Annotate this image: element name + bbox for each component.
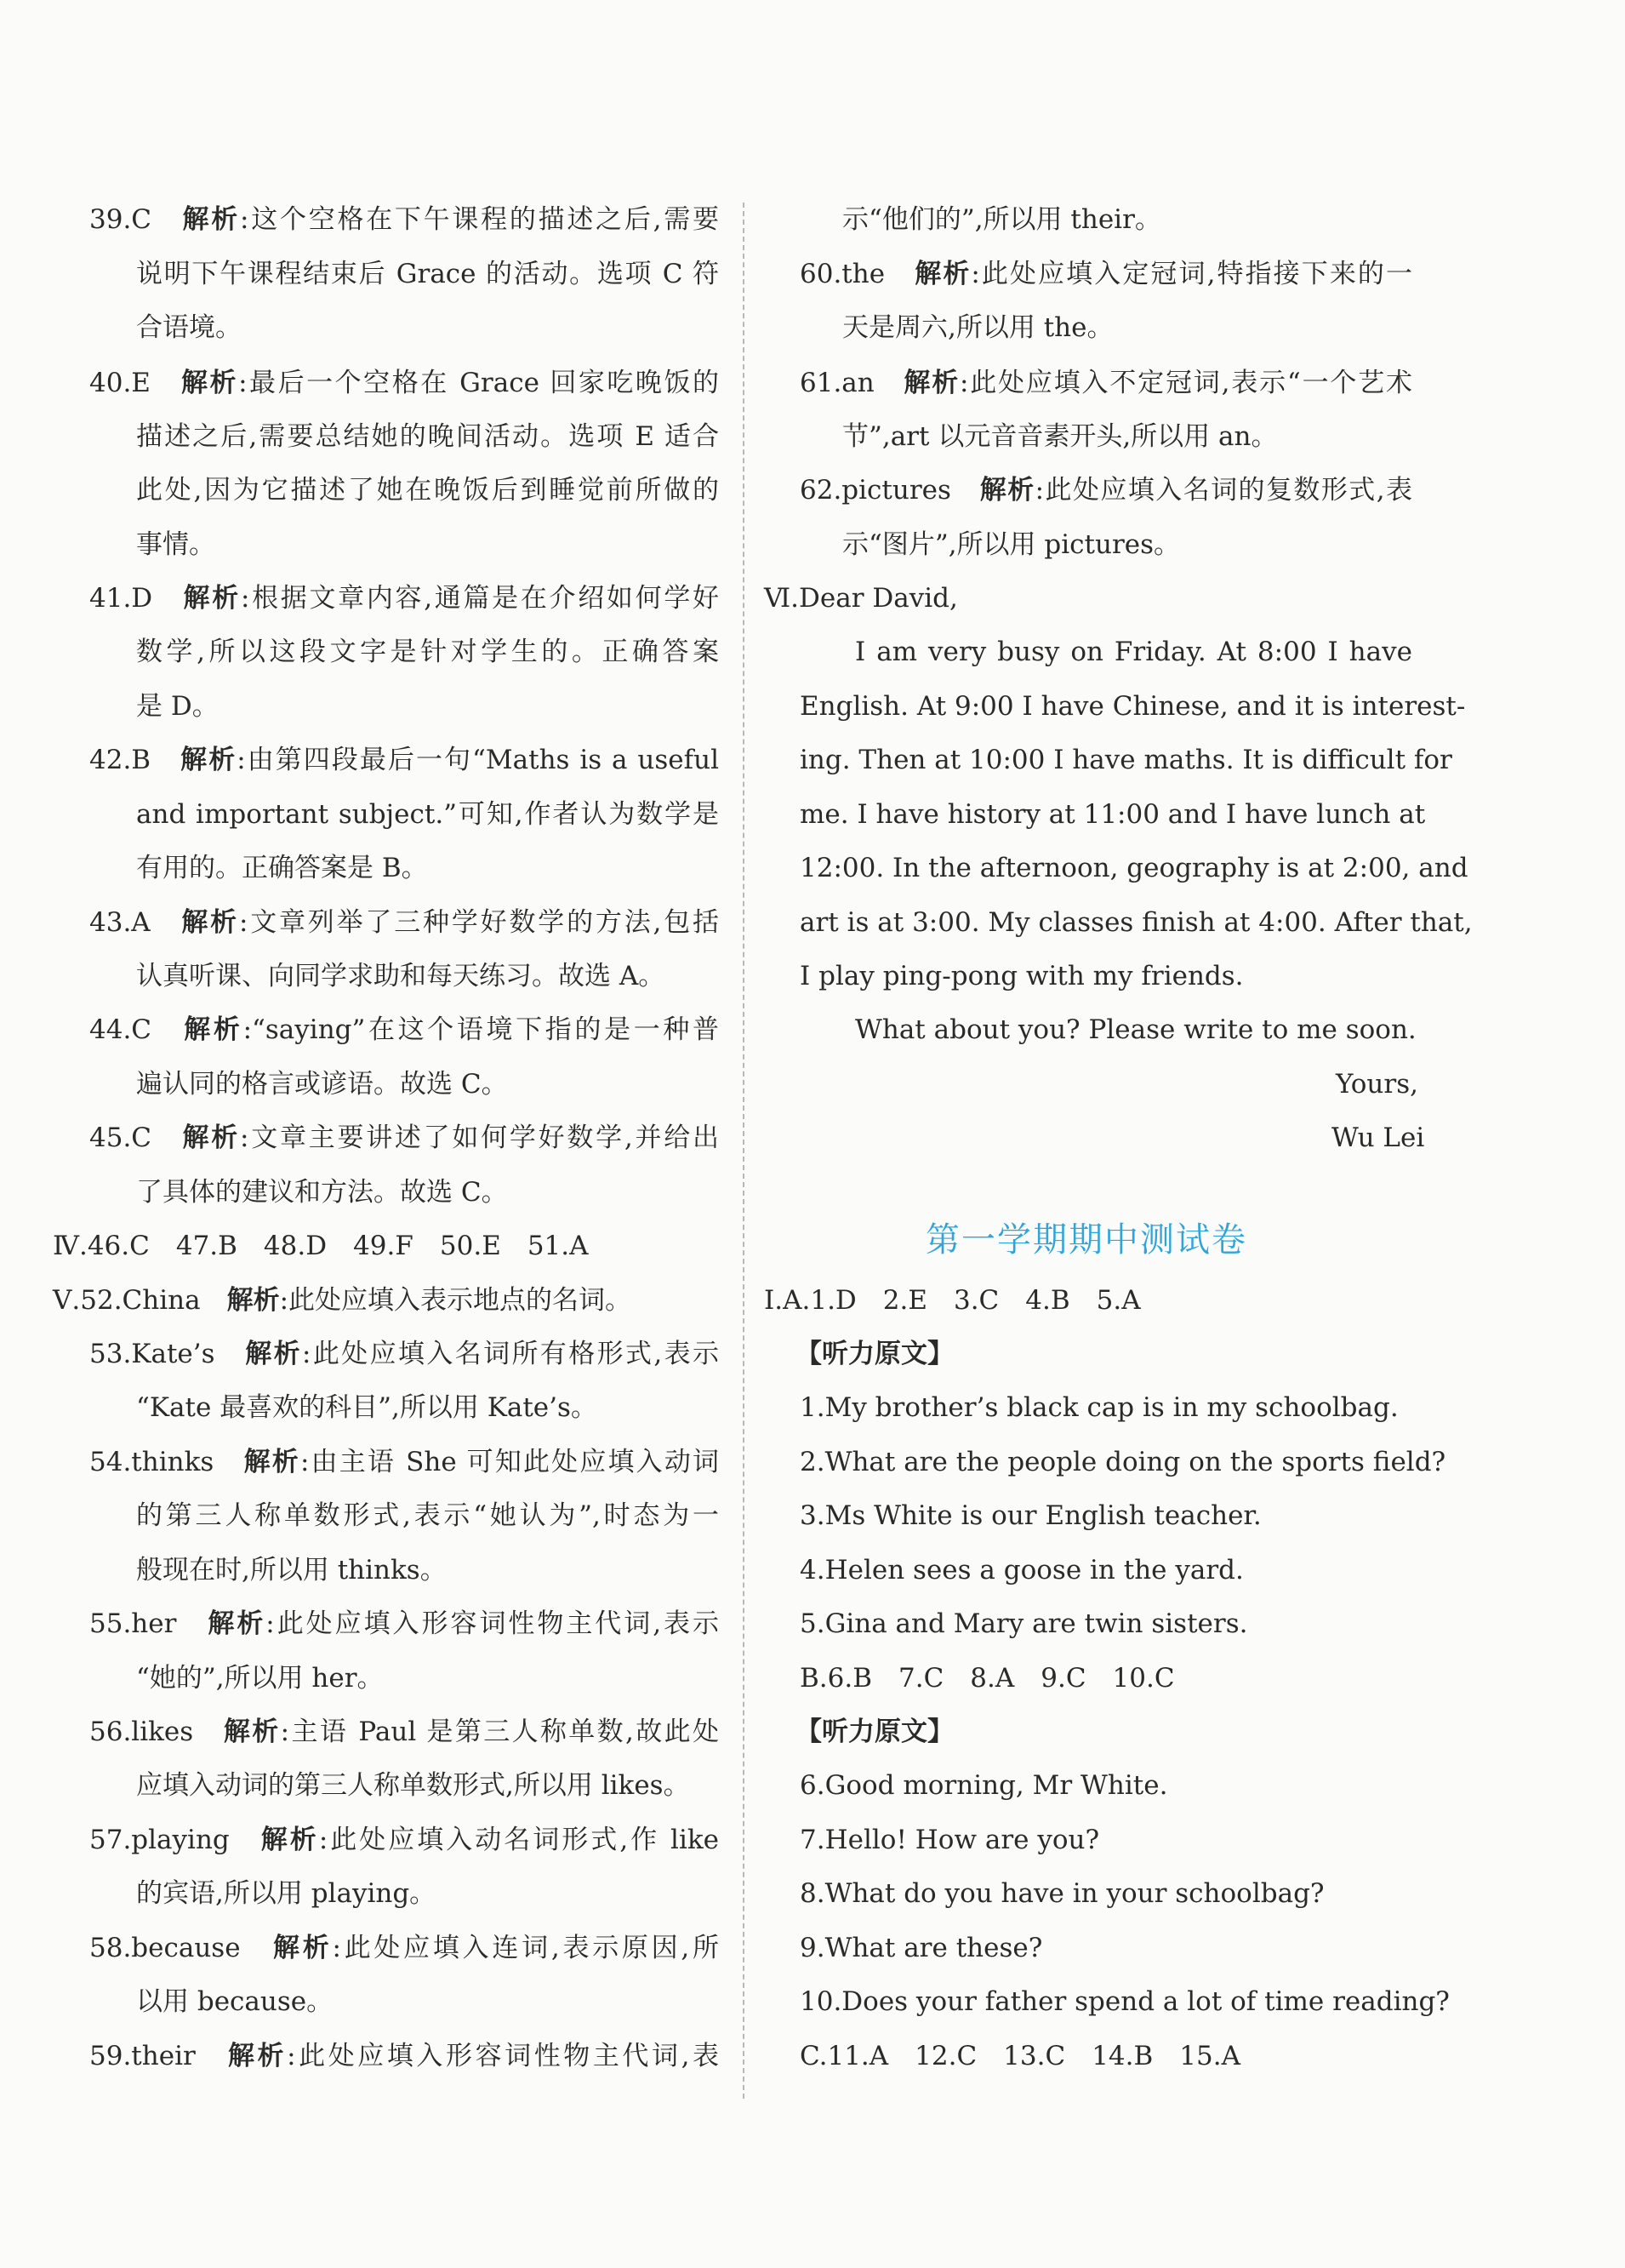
right-text-line <box>795 1715 954 1749</box>
left-text-line: 43.A 解析:文章列举了三种学好数学的方法,包括 <box>89 907 720 938</box>
right-text-line: Ⅰ.A.1.D 2.E 3.C 4.B 5.A <box>764 1285 1141 1316</box>
left-text-line: 44.C 解析:“saying”在这个语境下指的是一种普 <box>89 1014 719 1045</box>
right-text-line: ing. Then at 10:00 I have maths. It is difficult for <box>800 745 1452 775</box>
left-text-line: 以用 because。 <box>136 1986 334 2017</box>
left-text-line: 是 D。 <box>136 691 219 722</box>
right-text-line: 2.What are the people doing on the sports field? <box>800 1447 1446 1477</box>
right-text-line: 节”,art 以元音音素开头,所以用 an。 <box>842 421 1278 452</box>
analysis-label: 解析 <box>180 745 237 775</box>
left-text-line: Ⅴ.52.China 解析:此处应填入表示地点的名词。 <box>53 1285 632 1316</box>
left-text-line: 41.D 解析:根据文章内容,通篇是在介绍如何学好 <box>89 583 720 614</box>
right-text-line: I play ping-pong with my friends. <box>800 961 1244 991</box>
left-text-line: 应填入动词的第三人称单数形式,所以用 likes。 <box>136 1770 690 1801</box>
right-text-line: 天是周六,所以用 the。 <box>842 312 1114 343</box>
analysis-label: 解析 <box>182 204 241 235</box>
analysis-label: 解析 <box>915 259 972 289</box>
right-text-line: C.11.A 12.C 13.C 14.B 15.A <box>800 2041 1240 2071</box>
right-text-line: me. I have history at 11:00 and I have lunch at <box>800 799 1426 830</box>
right-text-line: 6.Good morning, Mr White. <box>800 1770 1168 1801</box>
left-text-line: and important subject.”可知,作者认为数学是 <box>136 799 719 830</box>
right-text-line: I am very busy on Friday. At 8:00 I have <box>855 637 1412 667</box>
analysis-label: 解析 <box>245 1339 303 1369</box>
analysis-label: 解析 <box>182 1123 241 1153</box>
right-text-line: 61.an 解析:此处应填入不定冠词,表示“一个艺术 <box>800 368 1413 398</box>
right-text-line: 60.the 解析:此处应填入定冠词,特指接下来的一 <box>800 259 1413 289</box>
right-text-line: 示“图片”,所以用 pictures。 <box>842 529 1181 560</box>
right-text-line: art is at 3:00. My classes finish at 4:00. After that, <box>800 907 1473 938</box>
left-column <box>0 0 740 2268</box>
analysis-label: 解析 <box>181 907 239 938</box>
left-text-line: 54.thinks 解析:由主语 She 可知此处应填入动词 <box>89 1447 720 1477</box>
right-text-line: 示“他们的”,所以用 their。 <box>842 204 1161 235</box>
right-text-line: What about you? Please write to me soon. <box>855 1014 1417 1045</box>
left-text-line: 数学,所以这段文字是针对学生的。正确答案 <box>136 637 719 667</box>
right-text-line <box>795 1337 954 1371</box>
left-text-line: 53.Kate’s 解析:此处应填入名词所有格形式,表示 <box>89 1339 720 1369</box>
analysis-label: 解析 <box>979 475 1035 506</box>
right-text-line: 4.Helen sees a goose in the yard. <box>800 1555 1244 1585</box>
left-text-line: 的宾语,所以用 playing。 <box>136 1878 436 1909</box>
left-text-line: 39.C 解析:这个空格在下午课程的描述之后,需要 <box>89 204 719 235</box>
analysis-label: 解析 <box>227 2041 288 2071</box>
left-text-line: “她的”,所以用 her。 <box>136 1663 384 1694</box>
right-text-line: Wu Lei <box>1331 1123 1425 1153</box>
left-text-line: “Kate 最喜欢的科目”,所以用 Kate’s。 <box>136 1392 597 1423</box>
analysis-label: 解析 <box>904 368 961 398</box>
right-text-line: English. At 9:00 I have Chinese, and it is interest- <box>800 691 1466 722</box>
right-column <box>764 0 1621 2268</box>
section-title: 第一学期期中测试卷 <box>926 1220 1247 1260</box>
left-text-line: 此处,因为它描述了她在晚饭后到睡觉前所做的 <box>136 475 719 506</box>
left-text-line: 的第三人称单数形式,表示“她认为”,时态为一 <box>136 1500 719 1531</box>
left-text-line: 59.their 解析:此处应填入形容词性物主代词,表 <box>89 2041 720 2071</box>
analysis-label: 解析 <box>243 1447 300 1477</box>
left-text-line: 般现在时,所以用 thinks。 <box>136 1555 447 1585</box>
right-text-line: 5.Gina and Mary are twin sisters. <box>800 1608 1248 1639</box>
left-text-line: 事情。 <box>136 529 215 560</box>
right-text-line: 8.What do you have in your schoolbag? <box>800 1878 1325 1909</box>
right-text-line: 10.Does your father spend a lot of time reading? <box>800 1986 1450 2017</box>
right-text-line: B.6.B 7.C 8.A 9.C 10.C <box>800 1663 1175 1694</box>
column-divider <box>743 203 744 2099</box>
analysis-label: 解析 <box>183 583 241 614</box>
left-text-line: 认真听课、向同学求助和每天练习。故选 A。 <box>136 961 665 991</box>
right-text-line: 12:00. In the afternoon, geography is at 2:00, and <box>800 853 1468 883</box>
left-text-line: 57.playing 解析:此处应填入动名词形式,作 like <box>89 1825 719 1855</box>
analysis-label: 解析 <box>223 1717 281 1747</box>
left-text-line: 58.because 解析:此处应填入连词,表示原因,所 <box>89 1933 719 1963</box>
right-text-line: Yours, <box>1336 1069 1418 1100</box>
analysis-label: 解析 <box>181 368 239 398</box>
left-text-line: 42.B 解析:由第四段最后一句“Maths is a useful <box>89 745 719 775</box>
right-text-line: Ⅵ.Dear David, <box>764 583 958 614</box>
right-text-line: 9.What are these? <box>800 1933 1043 1963</box>
left-text-line: Ⅳ.46.C 47.B 48.D 49.F 50.E 51.A <box>53 1231 589 1261</box>
analysis-label: 解析 <box>226 1285 280 1316</box>
analysis-label: 【听力原文】 <box>795 1339 954 1369</box>
left-text-line: 说明下午课程结束后 Grace 的活动。选项 C 符 <box>136 259 719 289</box>
left-text-line: 了具体的建议和方法。故选 C。 <box>136 1177 508 1208</box>
analysis-label: 【听力原文】 <box>795 1717 954 1747</box>
left-text-line: 45.C 解析:文章主要讲述了如何学好数学,并给出 <box>89 1123 719 1153</box>
analysis-label: 解析 <box>260 1825 319 1855</box>
analysis-label: 解析 <box>184 1014 243 1045</box>
right-text-line: 3.Ms White is our English teacher. <box>800 1500 1262 1531</box>
right-text-line: 7.Hello! How are you? <box>800 1825 1100 1855</box>
left-text-line: 40.E 解析:最后一个空格在 Grace 回家吃晚饭的 <box>89 368 719 398</box>
left-text-line: 有用的。正确答案是 B。 <box>136 853 428 883</box>
analysis-label: 解析 <box>273 1933 333 1963</box>
right-text-line: 1.My brother’s black cap is in my schoolbag. <box>800 1392 1399 1423</box>
left-text-line: 描述之后,需要总结她的晚间活动。选项 E 适合 <box>136 421 719 452</box>
analysis-label: 解析 <box>208 1608 266 1639</box>
left-text-line: 56.likes 解析:主语 Paul 是第三人称单数,故此处 <box>89 1717 720 1747</box>
right-text-line: 62.pictures 解析:此处应填入名词的复数形式,表 <box>800 475 1412 506</box>
left-text-line: 合语境。 <box>136 312 242 343</box>
left-text-line: 55.her 解析:此处应填入形容词性物主代词,表示 <box>89 1608 720 1639</box>
left-text-line: 遍认同的格言或谚语。故选 C。 <box>136 1069 508 1100</box>
